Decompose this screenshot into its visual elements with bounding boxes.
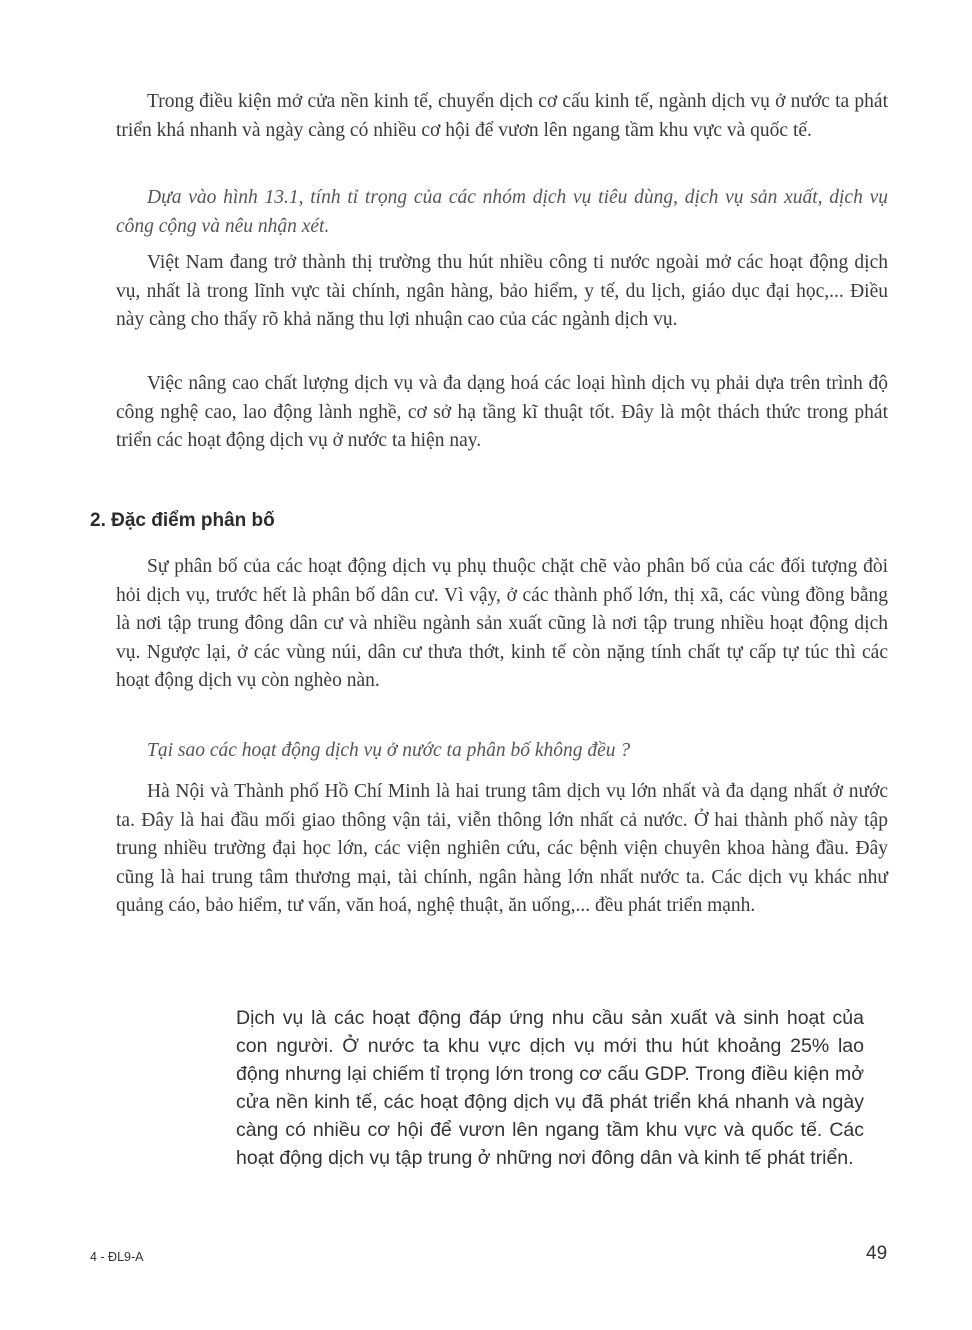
section-heading: 2. Đặc điểm phân bố — [90, 510, 275, 531]
page-number: 49 — [866, 1243, 888, 1264]
paragraph-quality-challenge: Việc nâng cao chất lượng dịch vụ và đa dạng hoá các loại hình dịch vụ phải dựa trên trình độ công nghệ cao, lao động lành nghề, cơ sở hạ tầng kĩ thuật tốt. Đây là một thách thức trong phát triển các hoạt động dịch vụ ở nước ta hiện nay. — [116, 373, 888, 451]
summary-box: Dịch vụ là các hoạt động đáp ứng nhu cầu sản xuất và sinh hoạt của con người. Ở nước ta khu vực dịch vụ mới thu hút khoảng 25% lao động nhưng lại chiếm tỉ trọng lớn trong cơ cấu GDP. Trong điều kiện mở cửa nền kinh tế, các hoạt động dịch vụ đã phát triển khá nhanh và ngày càng có nhiều cơ hội để vươn lên ngang tầm khu vực và quốc tế. Các hoạt động dịch vụ tập trung ở những nơi đông dân và kinh tế phát triển. — [236, 1007, 864, 1169]
footer-code: 4 - ĐL9-A — [90, 1250, 144, 1264]
paragraph-distribution: Sự phân bố của các hoạt động dịch vụ phụ thuộc chặt chẽ vào phân bố của các đối tượng đòi hỏi dịch vụ, trước hết là phân bố dân cư. Vì vậy, ở các thành phố lớn, thị xã, các vùng đồng bằng là nơi tập trung đông dân cư và nhiều ngành sản xuất cũng là nơi tập trung nhiều hoạt động dịch vụ. Ngược lại, ở các vùng núi, dân cư thưa thớt, kinh tế còn nặng tính chất tự cấp tự túc thì các hoạt động dịch vụ còn nghèo nàn. — [116, 556, 888, 691]
paragraph-hanoi-hcmc: Hà Nội và Thành phố Hồ Chí Minh là hai trung tâm dịch vụ lớn nhất và đa dạng nhất ở nước ta. Đây là hai đầu mối giao thông vận tải, viễn thông lớn nhất cả nước. Ở hai thành phố này tập trung nhiều trường đại học lớn, các viện nghiên cứu, các bệnh viện chuyên khoa hàng đầu. Đây cũng là hai trung tâm thương mại, tài chính, ngân hàng lớn nhất nước ta. Các dịch vụ khác như quảng cáo, bảo hiểm, tư vấn, văn hoá, nghệ thuật, ăn uống,... đều phát triển mạnh. — [116, 781, 888, 916]
paragraph-foreign-companies: Việt Nam đang trở thành thị trường thu hút nhiều công ti nước ngoài mở các hoạt động dịch vụ, nhất là trong lĩnh vực tài chính, ngân hàng, bảo hiểm, y tế, du lịch, giáo dục đại học,... Điều này càng cho thấy rõ khả năng thu lợi nhuận cao của các ngành dịch vụ. — [116, 252, 888, 330]
question-figure-13-1: Dựa vào hình 13.1, tính tỉ trọng của các nhóm dịch vụ tiêu dùng, dịch vụ sản xuất, dịch vụ công cộng và nêu nhận xét. — [116, 187, 888, 237]
question-uneven-distribution: Tại sao các hoạt động dịch vụ ở nước ta phân bố không đều ? — [147, 740, 631, 761]
paragraph-service-growth: Trong điều kiện mở cửa nền kinh tế, chuyển dịch cơ cấu kinh tế, ngành dịch vụ ở nước ta phát triển khá nhanh và ngày càng có nhiều cơ hội để vươn lên ngang tầm khu vực và quốc tế. — [116, 91, 888, 141]
